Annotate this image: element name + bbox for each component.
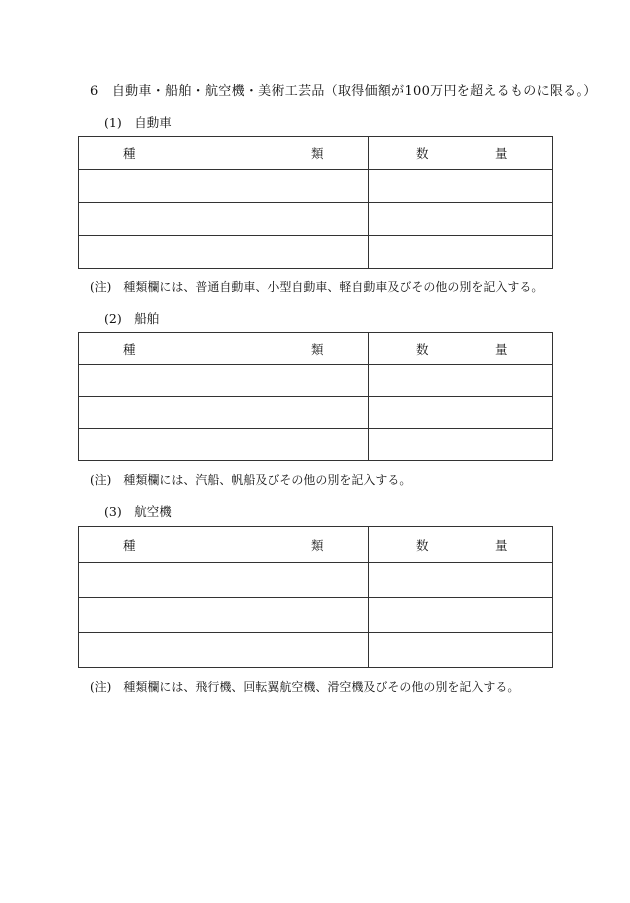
kind-header-char-2: 類 xyxy=(311,537,324,553)
kind-cell[interactable] xyxy=(79,397,369,429)
quantity-header-char-1: 数 xyxy=(416,146,429,161)
table-row xyxy=(79,203,553,236)
quantity-header xyxy=(369,527,553,563)
quantity-header-char-1: 数 xyxy=(416,341,429,357)
table-header-row xyxy=(79,527,553,563)
kind-cell[interactable] xyxy=(79,563,369,598)
quantity-header-char-1: 数 xyxy=(416,537,429,553)
quantity-cell[interactable] xyxy=(369,365,553,397)
table-row xyxy=(79,365,553,397)
table-header-row xyxy=(79,333,553,365)
quantity-header-char-2: 量 xyxy=(495,537,508,553)
table-row xyxy=(79,397,553,429)
kind-header-char-1: 種 xyxy=(123,146,136,161)
note-aircraft: (注) 種類欄には、飛行機、回転翼航空機、滑空機及びその他の別を記入する。 xyxy=(90,680,520,694)
section-heading-aircraft: (3) 航空機 xyxy=(104,504,172,519)
quantity-cell[interactable] xyxy=(369,598,553,633)
aircraft-table xyxy=(78,526,553,668)
quantity-cell[interactable] xyxy=(369,633,553,668)
table-row xyxy=(79,563,553,598)
section-heading-ship: (2) 船舶 xyxy=(104,311,160,326)
quantity-header-char-2: 量 xyxy=(495,146,508,161)
kind-header-char-1: 種 xyxy=(123,537,136,553)
table-row xyxy=(79,236,553,269)
section-heading-automobile: (1) 自動車 xyxy=(104,115,172,130)
kind-header xyxy=(79,527,369,563)
kind-header-char-2: 類 xyxy=(311,341,324,357)
ship-table xyxy=(78,332,553,461)
quantity-cell[interactable] xyxy=(369,236,553,269)
quantity-header xyxy=(369,137,553,170)
note-automobile: (注) 種類欄には、普通自動車、小型自動車、軽自動車及びその他の別を記入する。 xyxy=(90,280,544,294)
kind-cell[interactable] xyxy=(79,429,369,461)
kind-header xyxy=(79,137,369,170)
kind-cell[interactable] xyxy=(79,236,369,269)
page-title: 6 自動車・船舶・航空機・美術工芸品（取得価額が100万円を超えるものに限る。） xyxy=(90,84,597,99)
kind-cell[interactable] xyxy=(79,598,369,633)
quantity-cell[interactable] xyxy=(369,170,553,203)
table-row xyxy=(79,170,553,203)
quantity-header-char-2: 量 xyxy=(495,341,508,357)
table-row xyxy=(79,633,553,668)
automobile-table xyxy=(78,136,553,269)
quantity-cell[interactable] xyxy=(369,563,553,598)
kind-cell[interactable] xyxy=(79,633,369,668)
quantity-header xyxy=(369,333,553,365)
kind-header xyxy=(79,333,369,365)
table-row xyxy=(79,598,553,633)
kind-header-char-1: 種 xyxy=(123,341,136,357)
kind-cell[interactable] xyxy=(79,170,369,203)
table-row xyxy=(79,429,553,461)
kind-cell[interactable] xyxy=(79,203,369,236)
quantity-cell[interactable] xyxy=(369,397,553,429)
quantity-cell[interactable] xyxy=(369,203,553,236)
note-ship: (注) 種類欄には、汽船、帆船及びその他の別を記入する。 xyxy=(90,473,412,487)
quantity-cell[interactable] xyxy=(369,429,553,461)
kind-cell[interactable] xyxy=(79,365,369,397)
kind-header-char-2: 類 xyxy=(311,146,324,161)
table-header-row xyxy=(79,137,553,170)
